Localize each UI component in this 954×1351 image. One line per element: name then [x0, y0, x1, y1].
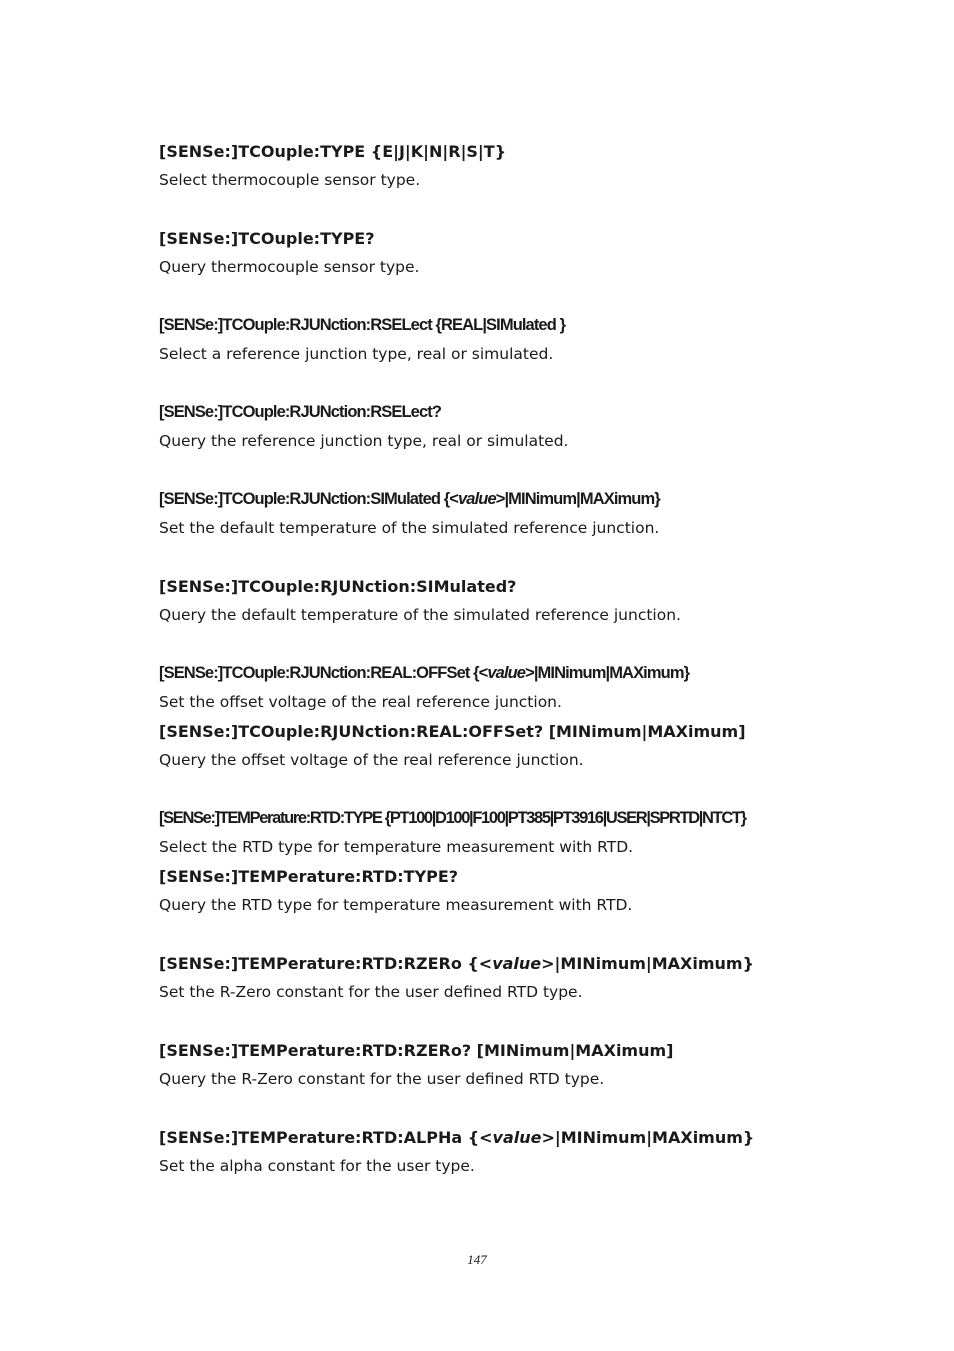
command-entry [159, 314, 859, 366]
page-number: 147 [467, 1252, 487, 1267]
command-prefix: [SENSe:]TCOuple:RJUNction:SIMulated {< [159, 490, 459, 508]
command-entry [159, 662, 859, 714]
command-heading [159, 662, 859, 685]
command-entry [159, 1126, 859, 1178]
command-suffix: >|MINimum|MAXimum} [525, 664, 690, 682]
command-heading [159, 1126, 859, 1149]
command-description: Set the alpha constant for the user type. [159, 1157, 475, 1175]
command-heading: [SENSe:]TCOuple:RJUNction:SIMulated? [159, 577, 517, 596]
command-suffix: >|MINimum|MAXimum} [541, 1128, 755, 1147]
command-description: Set the R-Zero constant for the user defined RTD type. [159, 983, 583, 1001]
command-description: Query the default temperature of the simulated reference junction. [159, 606, 681, 624]
command-entry [159, 1039, 859, 1091]
command-heading: [SENSe:]TCOuple:TYPE? [159, 229, 375, 248]
command-entry [159, 865, 859, 917]
command-heading: [SENSe:]TCOuple:RJUNction:RSELect {REAL|SIMulated } [159, 316, 566, 334]
command-heading: [SENSe:]TEMPerature:RTD:TYPE {PT100|D100|F100|PT385|PT3916|USER|SPRTD|NTCT} [159, 809, 746, 827]
command-param: value [458, 490, 496, 508]
command-heading [159, 952, 859, 975]
command-description: Select thermocouple sensor type. [159, 171, 421, 189]
command-suffix: >|MINimum|MAXimum} [495, 490, 660, 508]
command-heading: [SENSe:]TCOuple:RJUNction:REAL:OFFSet? [MINimum|MAXimum] [159, 722, 746, 741]
command-prefix: [SENSe:]TEMPerature:RTD:RZERo {< [159, 954, 493, 973]
command-entry [159, 952, 859, 1004]
command-entry [159, 575, 859, 627]
command-entry [159, 227, 859, 279]
command-description: Query the offset voltage of the real reference junction. [159, 751, 584, 769]
command-heading: [SENSe:]TEMPerature:RTD:RZERo? [MINimum|MAXimum] [159, 1041, 674, 1060]
command-description: Set the offset voltage of the real reference junction. [159, 693, 562, 711]
command-description: Set the default temperature of the simulated reference junction. [159, 519, 660, 537]
command-param: value [487, 664, 526, 682]
command-description: Select a reference junction type, real or simulated. [159, 345, 554, 363]
command-heading [159, 488, 859, 511]
command-entry [159, 140, 859, 192]
command-entry [159, 720, 859, 772]
command-description: Query thermocouple sensor type. [159, 258, 420, 276]
command-entry [159, 401, 859, 453]
document-body [159, 140, 859, 1178]
command-description: Query the R-Zero constant for the user defined RTD type. [159, 1070, 605, 1088]
command-description: Query the RTD type for temperature measurement with RTD. [159, 896, 633, 914]
command-description: Query the reference junction type, real or simulated. [159, 432, 569, 450]
command-suffix: >|MINimum|MAXimum} [541, 954, 754, 973]
command-heading: [SENSe:]TCOuple:RJUNction:RSELect? [159, 403, 441, 421]
command-heading: [SENSe:]TCOuple:TYPE {E|J|K|N|R|S|T} [159, 142, 507, 161]
command-entry [159, 488, 859, 540]
command-param: value [492, 1128, 542, 1147]
command-entry [159, 807, 859, 859]
command-description: Select the RTD type for temperature measurement with RTD. [159, 838, 634, 856]
command-prefix: [SENSe:]TEMPerature:RTD:ALPHa {< [159, 1128, 493, 1147]
command-heading: [SENSe:]TEMPerature:RTD:TYPE? [159, 867, 459, 886]
command-param: value [492, 954, 542, 973]
command-prefix: [SENSe:]TCOuple:RJUNction:REAL:OFFSet {< [159, 664, 488, 682]
